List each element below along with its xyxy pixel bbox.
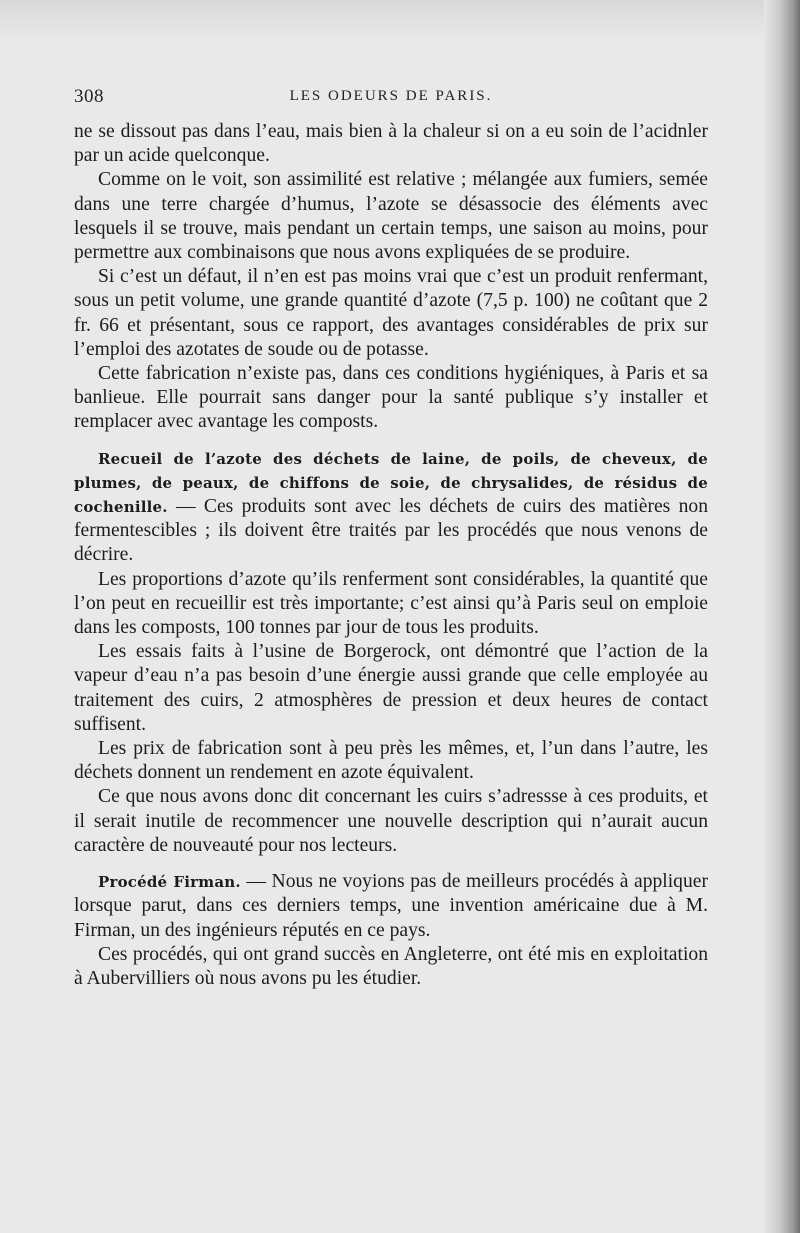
running-title: LES ODEURS DE PARIS. xyxy=(289,88,493,104)
page-number: 308 xyxy=(74,86,104,107)
body-text xyxy=(74,120,708,991)
section-paragraph xyxy=(74,447,708,568)
paragraph-text: — Nous ne voyions pas de meilleurs procédés à appliquer lorsque parut, dans ces derniers temps, une invention américaine due à M. Firman, un des ingénieurs réputés en ce pays. xyxy=(74,871,708,941)
paragraph xyxy=(74,362,708,435)
paragraph xyxy=(74,640,708,737)
paragraph-text: Cette fabrication n’existe pas, dans ces conditions hygiéniques, à Paris et sa banlieue. Elle pourrait sans danger pour la santé publique s’y installer et remplacer avec avantage les composts. xyxy=(74,363,708,433)
paragraph-text: Ces procédés, qui ont grand succès en Angleterre, ont été mis en exploitation à Aubervilliers où nous avons pu les étudier. xyxy=(74,943,708,989)
paragraph xyxy=(74,265,708,362)
paragraph-text: Les essais faits à l’usine de Borgerock, ont démontré que l’action de la vapeur d’eau n’a pas besoin d’une énergie aussi grande que celle employée au traitement des cuirs, 2 atmosphères de pression et deux heures de contact suffisent. xyxy=(74,641,708,735)
paragraph-text: — Ces produits sont avec les déchets de cuirs des matières non fermentescibles ; ils doivent être traités par les procédés que nous venons de décrire. xyxy=(74,496,708,566)
paragraph xyxy=(74,568,708,641)
paragraph-text: Ce que nous avons donc dit concernant les cuirs s’adressse à ces produits, et il serait inutile de recommencer une nouvelle description qui n’aurait aucun caractère de nouveauté pour nos lecteurs. xyxy=(74,786,708,856)
book-spine-shadow xyxy=(764,0,800,1233)
paragraph-text: Les prix de fabrication sont à peu près les mêmes, et, l’un dans l’autre, les déchets donnent un rendement en azote équivalent. xyxy=(74,738,708,784)
paragraph xyxy=(74,785,708,858)
page-header xyxy=(74,86,708,116)
paragraph-text: Les proportions d’azote qu’ils renferment sont considérables, la quantité que l’on peut en recueillir est très importante; c’est ainsi qu’à Paris seul on emploie dans les composts, 100 tonnes par jour de tous les produits. xyxy=(74,568,708,639)
paragraph xyxy=(74,168,708,265)
section-paragraph xyxy=(74,870,708,943)
page-top-shadow xyxy=(0,0,800,40)
paragraph xyxy=(74,737,708,785)
paragraph xyxy=(74,943,708,991)
paragraph-text: ne se dissout pas dans l’eau, mais bien à la chaleur si on a eu soin de l’acidnler par un acide quelconque. xyxy=(74,121,708,167)
section-title: Recueil de l’azote des déchets de laine, de poils, de cheveux, de plumes, de peaux, de chiffons de soie, de chrysalides, de résidus de cochenille. xyxy=(74,449,708,517)
paragraph-text: Comme on le voit, son assimilité est relative ; mélangée aux fumiers, semée dans une terre chargée d’humus, l’azote se désassocie des éléments avec lesquels il se trouve, mais pendant un certain temps, une saison au moins, pour permettre aux combinaisons que nous avons expliquées de se produire. xyxy=(74,169,708,264)
section-title: Procédé Firman. xyxy=(98,873,241,892)
paragraph xyxy=(74,120,708,168)
paragraph-text: Si c’est un défaut, il n’en est pas moins vrai que c’est un produit renfermant, sous un petit volume, une grande quantité d’azote (7,5 p. 100) ne coûtant que 2 fr. 66 et présentant, sous ce rapport, des avantages considérables de prix sur l’emploi des azotates de soude ou de potasse. xyxy=(74,266,708,360)
